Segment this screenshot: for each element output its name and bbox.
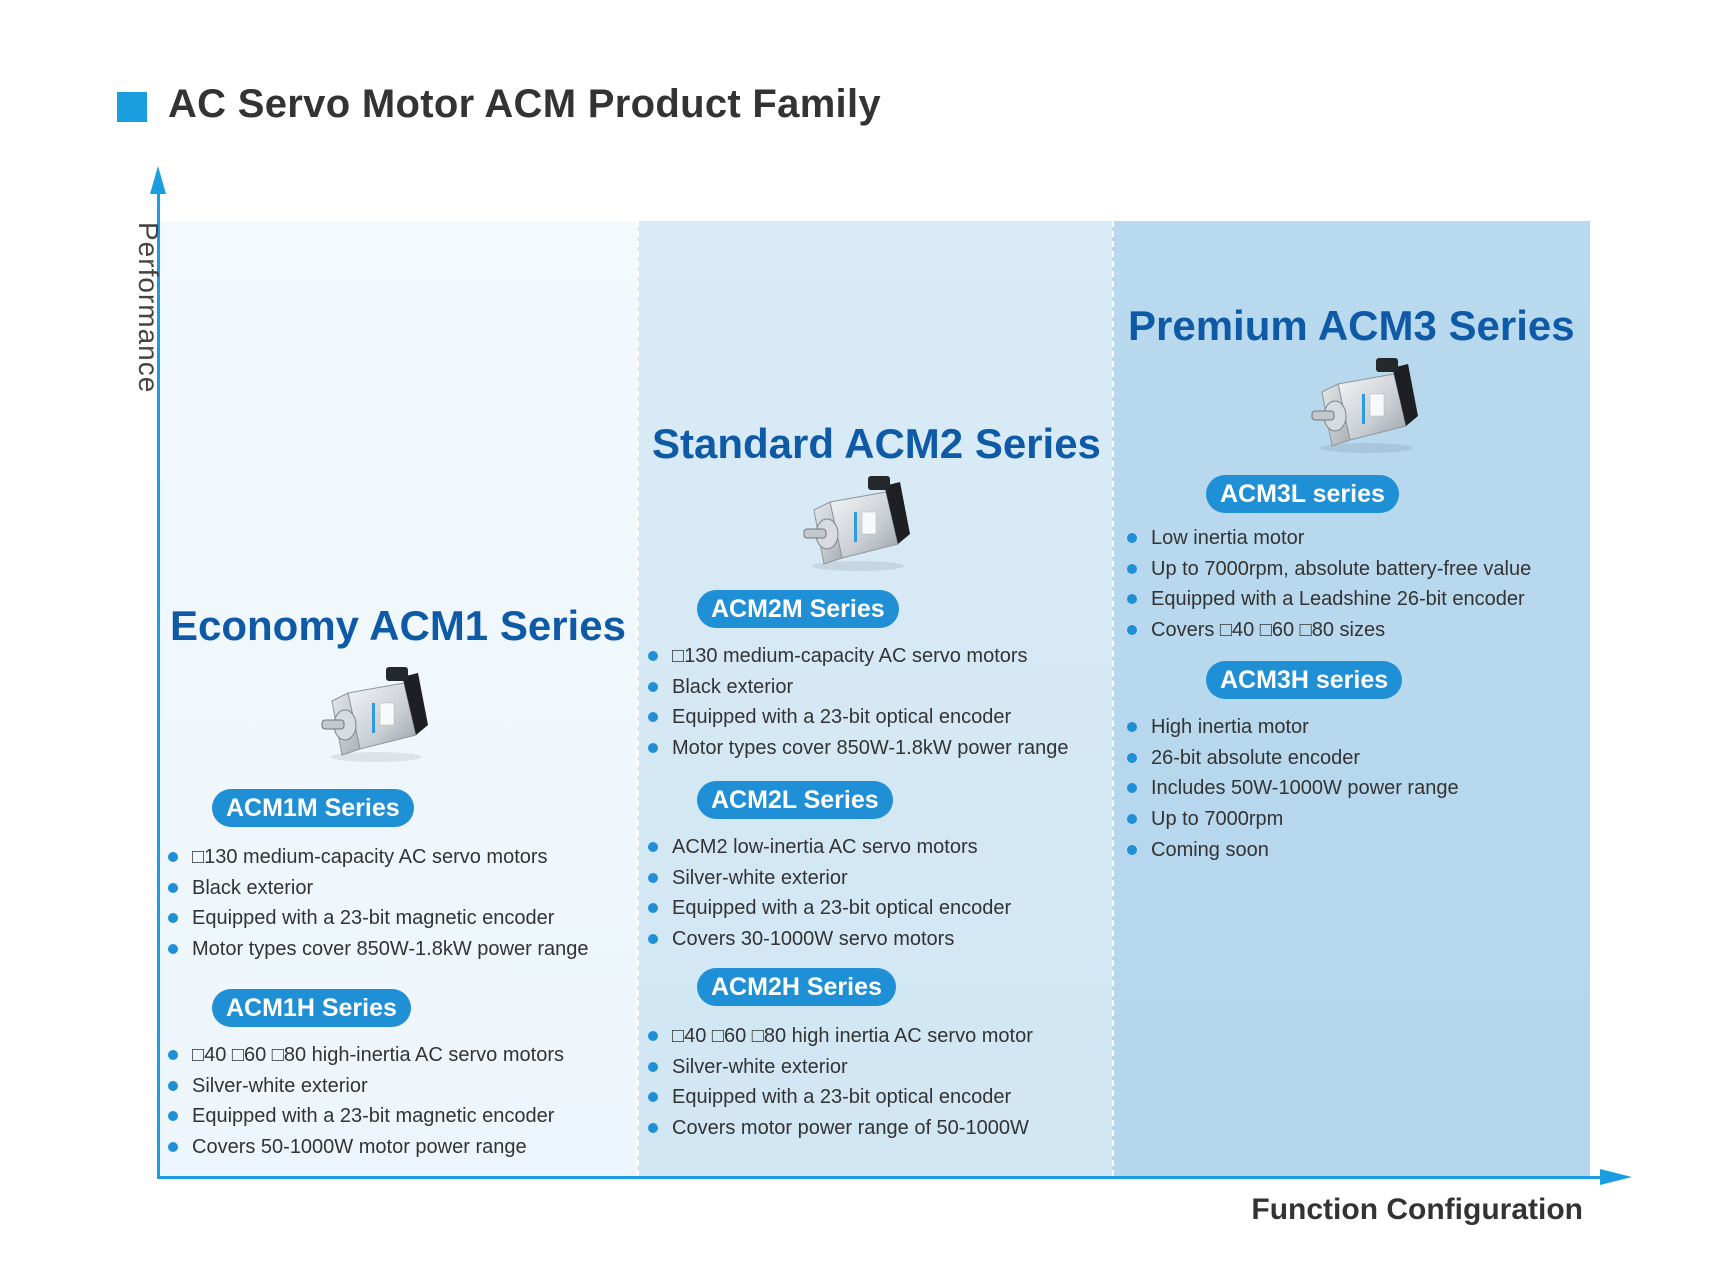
list-item: Covers 50-1000W motor power range xyxy=(168,1132,564,1163)
list-item: Motor types cover 850W-1.8kW power range xyxy=(168,934,588,965)
acm2h-feature-list xyxy=(648,1021,1033,1144)
list-item: 26-bit absolute encoder xyxy=(1127,743,1459,774)
page-title: AC Servo Motor ACM Product Family xyxy=(168,82,881,126)
list-item: Coming soon xyxy=(1127,835,1459,866)
list-item: Motor types cover 850W-1.8kW power range xyxy=(648,733,1068,764)
acm2l-feature-list xyxy=(648,832,1011,955)
list-item: Up to 7000rpm xyxy=(1127,804,1459,835)
list-item: Low inertia motor xyxy=(1127,523,1531,554)
x-axis-label: Function Configuration xyxy=(1251,1193,1583,1226)
acm3h-feature-list xyxy=(1127,712,1459,865)
acm2m-feature-list xyxy=(648,641,1068,764)
list-item: Covers motor power range of 50-1000W xyxy=(648,1113,1033,1144)
list-item: Up to 7000rpm, absolute battery-free value xyxy=(1127,554,1531,585)
acm3l-series-badge: ACM3L series xyxy=(1206,475,1399,513)
premium-series-title: Premium ACM3 Series xyxy=(1128,302,1575,349)
list-item: Black exterior xyxy=(168,873,588,904)
list-item: Equipped with a 23-bit optical encoder xyxy=(648,702,1068,733)
list-item: Includes 50W-1000W power range xyxy=(1127,773,1459,804)
acm1h-series-badge: ACM1H Series xyxy=(212,989,411,1027)
acm2m-series-badge: ACM2M Series xyxy=(697,590,899,628)
acm2l-series-badge: ACM2L Series xyxy=(697,781,893,819)
list-item: □40 □60 □80 high-inertia AC servo motors xyxy=(168,1040,564,1071)
list-item: Covers □40 □60 □80 sizes xyxy=(1127,615,1531,646)
standard-series-title: Standard ACM2 Series xyxy=(652,420,1101,467)
list-item: □130 medium-capacity AC servo motors xyxy=(168,842,588,873)
economy-series-title: Economy ACM1 Series xyxy=(170,602,626,649)
acm2h-series-badge: ACM2H Series xyxy=(697,968,896,1006)
acm3h-series-badge: ACM3H series xyxy=(1206,661,1402,699)
list-item: Black exterior xyxy=(648,672,1068,703)
y-axis-label: Performance xyxy=(133,222,164,394)
list-item: Equipped with a 23-bit magnetic encoder xyxy=(168,903,588,934)
list-item: Equipped with a 23-bit magnetic encoder xyxy=(168,1101,564,1132)
x-axis-line xyxy=(157,1176,1609,1179)
list-item: Silver-white exterior xyxy=(168,1071,564,1102)
list-item: □130 medium-capacity AC servo motors xyxy=(648,641,1068,672)
list-item: Covers 30-1000W servo motors xyxy=(648,924,1011,955)
acm1m-series-badge: ACM1M Series xyxy=(212,789,414,827)
list-item: Silver-white exterior xyxy=(648,1052,1033,1083)
servo-motor-icon xyxy=(1308,354,1420,454)
servo-motor-icon xyxy=(318,663,430,763)
y-axis-arrow-icon xyxy=(150,166,166,194)
list-item: Silver-white exterior xyxy=(648,863,1011,894)
list-item: Equipped with a 23-bit optical encoder xyxy=(648,893,1011,924)
acm1m-feature-list xyxy=(168,842,588,965)
list-item: □40 □60 □80 high inertia AC servo motor xyxy=(648,1021,1033,1052)
acm3l-feature-list xyxy=(1127,523,1531,646)
list-item: Equipped with a Leadshine 26-bit encoder xyxy=(1127,584,1531,615)
list-item: ACM2 low-inertia AC servo motors xyxy=(648,832,1011,863)
title-square-icon xyxy=(117,92,147,122)
list-item: Equipped with a 23-bit optical encoder xyxy=(648,1082,1033,1113)
list-item: High inertia motor xyxy=(1127,712,1459,743)
acm1h-feature-list xyxy=(168,1040,564,1163)
x-axis-arrow-icon xyxy=(1600,1169,1632,1185)
servo-motor-icon xyxy=(800,472,912,572)
